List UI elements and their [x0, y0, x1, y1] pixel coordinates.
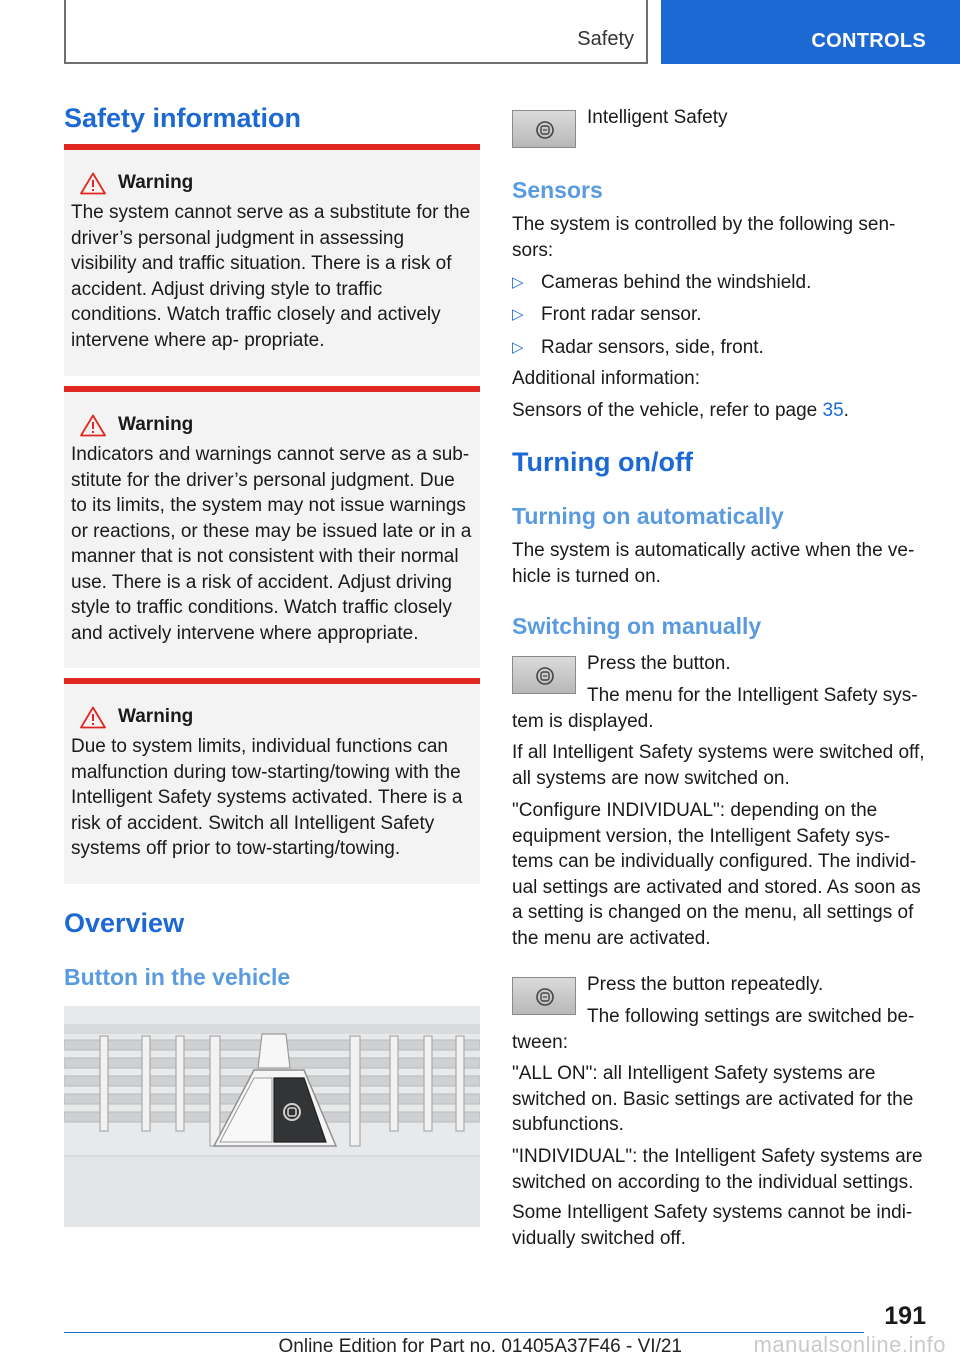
- sensors-reference: Sensors of the vehicle, refer to page 35.: [512, 400, 849, 421]
- individual-text: "INDIVIDUAL": the Intelligent Safety systems are switched on according to the individual settings.: [512, 1146, 923, 1193]
- warning-box-2: [64, 386, 480, 668]
- bullet-triangle-icon: ▷: [512, 339, 524, 356]
- cannot-switch-text: Some Intelligent Safety systems cannot be indi‐ vidually switched off.: [512, 1202, 913, 1249]
- settings-switched-text: The following settings are switched be‐ tween:: [512, 1006, 915, 1053]
- bullet-triangle-icon: ▷: [512, 274, 524, 291]
- warning-text: The system cannot serve as a substitute for the driver’s personal judgment in assessing visibility and traffic situation. There is a risk of accident. Adjust driving style to traffic conditions. Watch traffic closely and actively intervene where ap‐ propriate.: [71, 202, 471, 351]
- warning-box-1: [64, 144, 480, 376]
- warning-text: Indicators and warnings cannot serve as a sub‐ stitute for the driver’s personal judgment. Due to its limits, the system may not issue warnings or reactions, or these may be issued late or in a manner that is not consistent with their normal use. There is a risk of accident. Adjust driving style to traffic conditions. Watch traffic closely and actively intervene where appropriate.: [71, 444, 472, 644]
- overview-heading: Overview: [64, 908, 185, 938]
- additional-info-label: Additional information:: [512, 368, 700, 389]
- safety-information-heading: Safety information: [64, 103, 302, 133]
- all-off-text: If all Intelligent Safety systems were switched off, all systems are now switched on.: [512, 742, 925, 789]
- dashboard-vents-illustration: [64, 1006, 480, 1227]
- header-chapter-tab: [661, 0, 960, 64]
- warning-box-3: [64, 678, 480, 884]
- configure-individual-text: "Configure INDIVIDUAL": depending on the equipment version, the Intelligent Safety sys‐ tems can be individually configured. The individ‐ ual settings are activated and stored. As soon as a setting is changed on the menu, all settings of the menu are activated.: [512, 800, 921, 949]
- intelligent-safety-button-image: [512, 110, 576, 148]
- warning-text: Due to system limits, individual functions can malfunction during tow-starting/towing with the Intelligent Safety systems activated. There is a risk of accident. Switch all Intelligent Safety systems off prior to tow-starting/towing.: [71, 736, 463, 859]
- turning-on-automatically-heading: Turning on automatically: [512, 503, 784, 529]
- bullet-triangle-icon: ▷: [512, 306, 524, 323]
- footer-divider: [64, 1332, 864, 1333]
- switching-on-manually-heading: Switching on manually: [512, 613, 762, 639]
- warning-triangle-icon: [80, 172, 106, 195]
- all-on-text: "ALL ON": all Intelligent Safety systems are switched on. Basic settings are activated for the subfunctions.: [512, 1063, 914, 1135]
- watermark: manualsonline.info: [753, 1332, 946, 1357]
- edition-text: Online Edition for Part no. 01405A37F46 - VI/21: [278, 1336, 682, 1357]
- press-repeatedly-text: Press the button repeatedly.: [587, 974, 824, 995]
- page-number: 191: [884, 1302, 926, 1330]
- press-button-text: Press the button.: [587, 653, 731, 674]
- sensors-heading: Sensors: [512, 177, 603, 203]
- header-section-title: Safety: [577, 28, 634, 50]
- warning-title: Warning: [118, 706, 194, 727]
- header-section-box: [64, 0, 648, 64]
- page-reference-link[interactable]: 35: [822, 400, 844, 421]
- warning-triangle-icon: [80, 414, 106, 437]
- warning-title: Warning: [118, 414, 194, 435]
- header-chapter-title: CONTROLS: [811, 30, 926, 52]
- intelligent-safety-icon: [534, 119, 556, 141]
- warning-title: Warning: [118, 172, 194, 193]
- intelligent-safety-caption: Intelligent Safety: [587, 107, 728, 128]
- vehicle-button-photo: [64, 1006, 480, 1227]
- button-in-vehicle-heading: Button in the vehicle: [64, 964, 291, 990]
- menu-displayed-text: The menu for the Intelligent Safety sys‐ tem is displayed.: [512, 685, 918, 732]
- warning-triangle-icon: [80, 706, 106, 729]
- sensors-intro: The system is controlled by the following sen‐ sors:: [512, 214, 896, 261]
- auto-text: The system is automatically active when the ve‐ hicle is turned on.: [512, 540, 915, 587]
- turning-on-off-heading: Turning on/off: [512, 447, 693, 477]
